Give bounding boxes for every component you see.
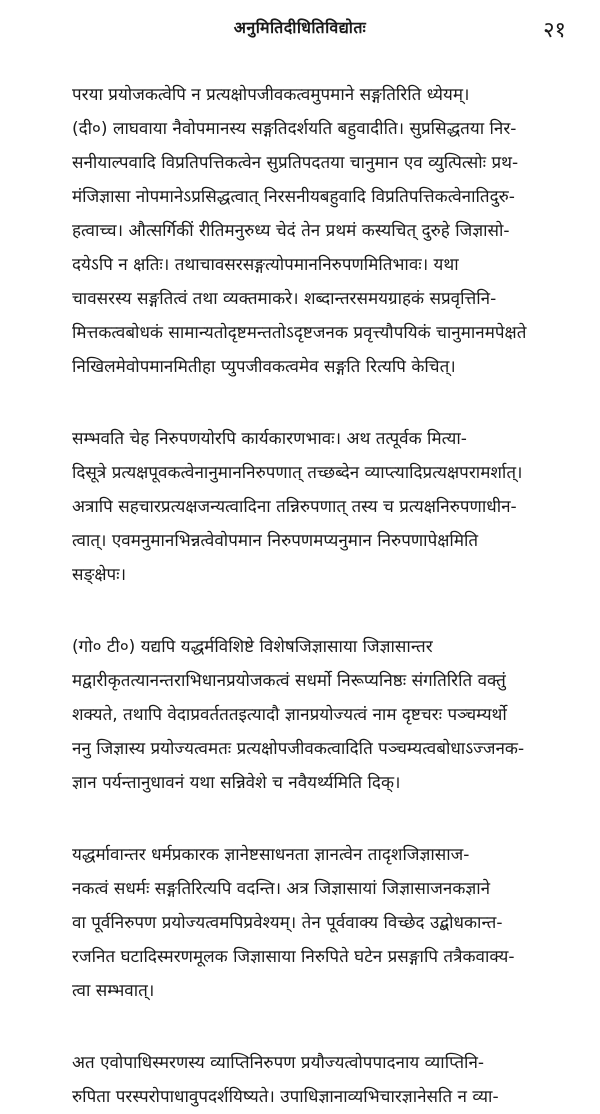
paragraph-5	[72, 1046, 572, 1114]
text-line: ज्ञान पर्यन्तानुधावनं यथा सन्निवेशे च नवैयर्थ्यमिति दिक्।	[72, 773, 401, 793]
paragraph-gap	[72, 592, 572, 630]
paragraph-gap	[72, 1008, 572, 1046]
text-line: यद्धर्मावान्तर धर्मप्रकारक ज्ञानेष्टसाधनता ज्ञानत्वेन तादृशजिज्ञासाज-	[72, 845, 470, 865]
text-line: वा पूर्वनिरुपण प्रयोज्यत्वमपिप्रवेश्यम्। तेन पूर्ववाक्य विच्छेद उद्बोधकान्त-	[72, 913, 503, 933]
paragraph-3	[72, 630, 572, 800]
text-line: हत्वाच्च। औत्सर्गिकीं रीतिमनुरुध्य चेदं तेन प्रथमं कस्यचित् दुरुहे जिज्ञासो-	[72, 221, 510, 241]
text-line: मित्तकत्वबोधकं सामान्यतोदृष्टमन्ततोऽदृष्टजनक प्रवृत्त्यौपयिकं चानुमानमपेक्षते	[72, 323, 527, 343]
text-line: त्वा सम्भवात्।	[72, 981, 155, 1001]
page-header	[0, 14, 600, 44]
page-number: २१	[543, 18, 566, 43]
text-line: मंजिज्ञासा नोपमानेऽप्रसिद्धत्वात् निरसनीयबहुवादि विप्रतिपत्तिकत्वेनातिदुरु-	[72, 187, 515, 207]
text-line: परया प्रयोजकत्वेपि न प्रत्यक्षोपजीवकत्वमुपमाने सङ्गतिरिति ध्येयम्।	[72, 85, 470, 105]
text-line: (दी०) लाघवाया नैवोपमानस्य सङ्गतिदर्शयति बहुवादीति। सुप्रसिद्धतया निर-	[72, 119, 517, 139]
text-line: सनीयाल्पवादि विप्रतिपत्तिकत्वेन सुप्रतिपदतया चानुमान एव व्युत्पित्सोः प्रथ-	[72, 153, 519, 173]
paragraph-gap	[72, 384, 572, 422]
text-line: रुपिता परस्परोपाधावुपदर्शयिष्यते। उपाधिज्ञानाव्यभिचारज्ञानेसति न व्या-	[72, 1087, 499, 1107]
text-line: सम्भवति चेह निरुपणयोरपि कार्यकारणभावः। अथ तत्पूर्वक मित्या-	[72, 429, 467, 449]
text-line: दयेऽपि न क्षतिः। तथाचावसरसङ्गत्योपमाननिरुपणमितिभावः। यथा	[72, 255, 459, 275]
text-line: रजनित घटादिस्मरणमूलक जिज्ञासाया निरुपिते घटेन प्रसङ्गापि तत्रैकवाक्य-	[72, 947, 515, 967]
paragraph-gap	[72, 800, 572, 838]
text-line: दिसूत्रे प्रत्यक्षपूवकत्वेनानुमाननिरुपणात् तच्छब्देन व्याप्त्यादिप्रत्यक्षपरामर्शात्।	[72, 463, 523, 483]
paragraph-1	[72, 78, 572, 384]
text-line: सङ्क्षेपः।	[72, 565, 127, 585]
text-line: अत एवोपाधिस्मरणस्य व्याप्तिनिरुपण प्रयौज्यत्वोपपादनाय व्याप्तिनि-	[72, 1053, 485, 1073]
text-line: (गो० टी०) यद्यपि यद्धर्मविशिष्टे विशेषजिज्ञासाया जिज्ञासान्तर	[72, 637, 433, 657]
text-line: निखिलमेवोपमानमितीहा प्युपजीवकत्वमेव सङ्गति रित्यपि केचित्।	[72, 357, 456, 377]
text-line: त्वात्। एवमनुमानभिन्नत्वेवोपमान निरुपणमप्यनुमान निरुपणापेक्षमिति	[72, 531, 479, 551]
text-line: ननु जिज्ञास्य प्रयोज्यत्वमतः प्रत्यक्षोपजीवकत्वादिति पञ्चम्यत्वबोधाऽज्जनक-	[72, 739, 525, 759]
running-title: अनुमितिदीधितिविद्योतः	[233, 18, 367, 37]
paragraph-4	[72, 838, 572, 1008]
paragraph-2	[72, 422, 572, 592]
text-line: अत्रापि सहचारप्रत्यक्षजन्यत्वादिना तन्निरुपणात् तस्य च प्रत्यक्षनिरुपणाधीन-	[72, 497, 517, 517]
text-line: चावसरस्य सङ्गतित्वं तथा व्यक्तमाकरे। शब्दान्तरसमयग्राहकं सप्रवृत्तिनि-	[72, 289, 497, 309]
text-line: नकत्वं सधर्मः सङ्गतिरित्यपि वदन्ति। अत्र जिज्ञासायां जिज्ञासाजनकज्ञाने	[72, 879, 491, 899]
text-line: शक्यते, तथापि वेदाप्रवर्तततइत्यादौ ज्ञानप्रयोज्यत्वं नाम दृष्टचरः पञ्चम्यर्थो	[72, 705, 507, 725]
body-text	[72, 78, 572, 1114]
text-line: मद्वारीकृतत्यानन्तराभिधानप्रयोजकत्वं सधर्मो निरूप्यनिष्ठः संगतिरिति वक्तुं	[72, 671, 506, 691]
